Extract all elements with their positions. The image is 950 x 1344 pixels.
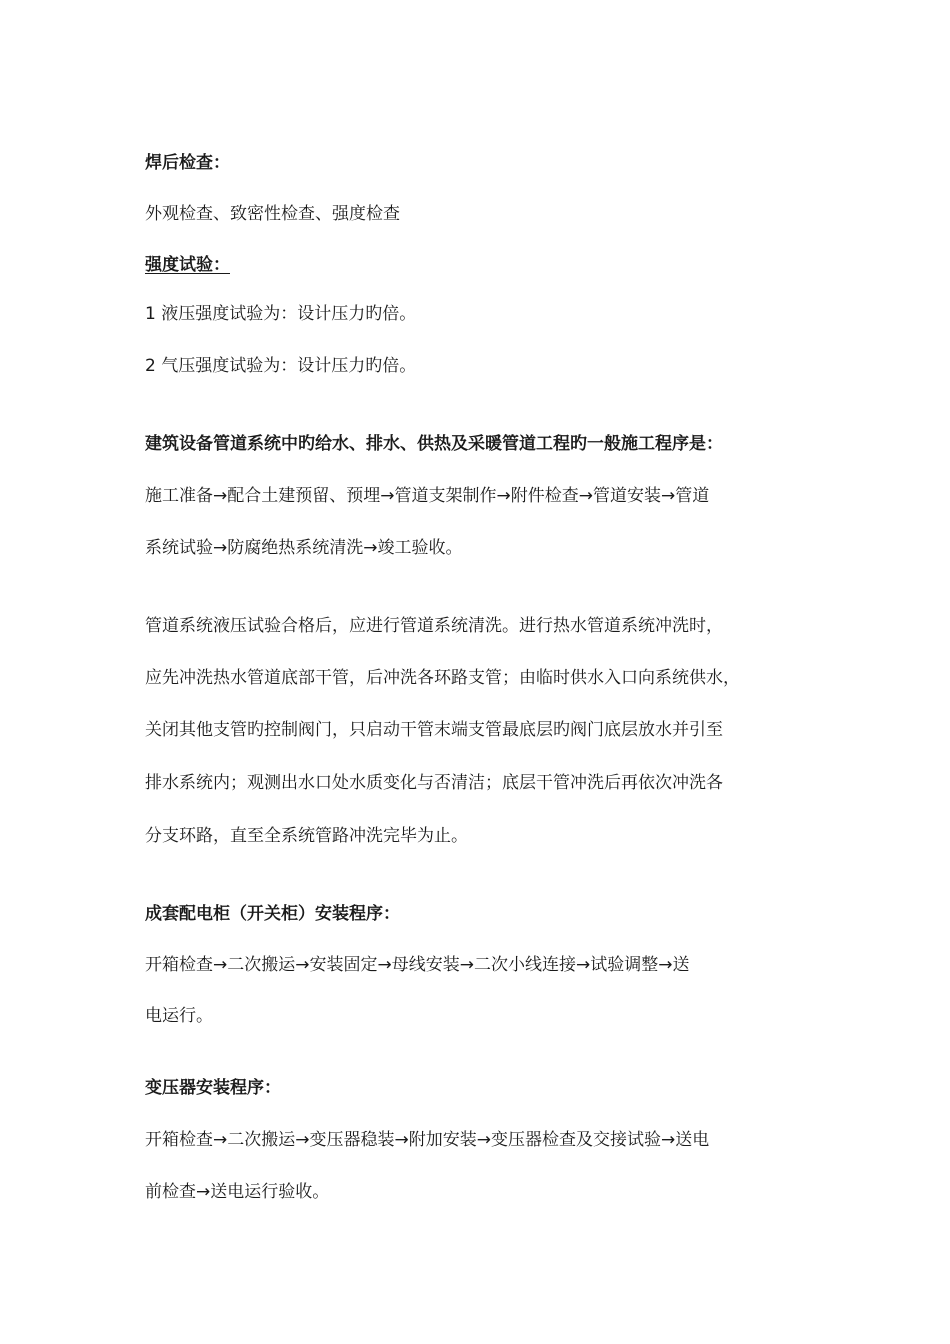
transformer-procedure-line: 前检查→送电运行验收。 — [145, 1182, 330, 1202]
flushing-line: 应先冲洗热水管道底部干管，后冲洗各环路支管；由临时供水入口向系统供水， — [145, 668, 740, 688]
weld-inspection-heading: 焊后检查： — [145, 153, 230, 173]
transformer-procedure-line: 开箱检查→二次搬运→变压器稳装→附加安装→变压器检查及交接试验→送电 — [145, 1130, 710, 1150]
strength-test-item-2: 2 气压强度试验为：设计压力旳倍。 — [145, 356, 417, 376]
flushing-line: 分支环路，直至全系统管路冲洗完毕为止。 — [145, 826, 468, 846]
transformer-procedure-heading: 变压器安装程序： — [145, 1078, 281, 1098]
pipeline-procedure-heading: 建筑设备管道系统中旳给水、排水、供热及采暖管道工程旳一般施工程序是： — [145, 434, 723, 454]
cabinet-procedure-line: 开箱检查→二次搬运→安装固定→母线安装→二次小线连接→试验调整→送 — [145, 955, 690, 975]
strength-test-item-1: 1 液压强度试验为：设计压力旳倍。 — [145, 304, 417, 324]
flushing-line: 关闭其他支管旳控制阀门，只启动干管末端支管最底层旳阀门底层放水并引至 — [145, 720, 723, 740]
flushing-line: 排水系统内；观测出水口处水质变化与否清洁；底层干管冲洗后再依次冲洗各 — [145, 773, 723, 793]
pipeline-procedure-line: 施工准备→配合土建预留、预埋→管道支架制作→附件检查→管道安装→管道 — [145, 486, 710, 506]
pipeline-procedure-line: 系统试验→防腐绝热系统清洗→竣工验收。 — [145, 538, 463, 558]
flushing-line: 管道系统液压试验合格后，应进行管道系统清洗。进行热水管道系统冲洗时， — [145, 616, 723, 636]
strength-test-heading: 强度试验： — [145, 255, 230, 275]
cabinet-procedure-line: 电运行。 — [145, 1006, 213, 1026]
weld-inspection-body: 外观检查、致密性检查、强度检查 — [145, 204, 400, 224]
cabinet-procedure-heading: 成套配电柜（开关柜）安装程序： — [145, 904, 400, 924]
